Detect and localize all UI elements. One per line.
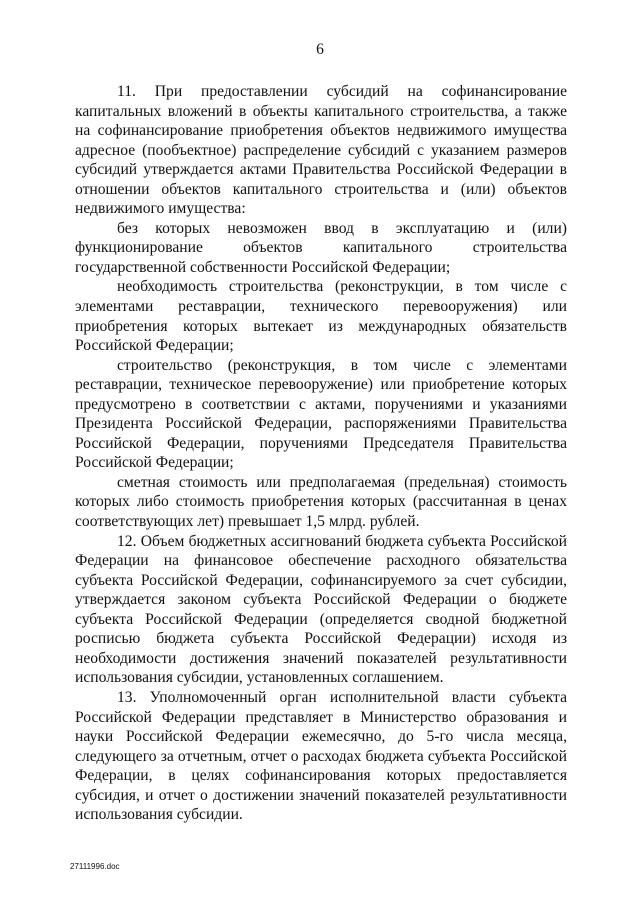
paragraph-13: 13. Уполномоченный орган исполнительной власти субъекта Российской Федерации представляет в Министерство образования и науки Российской Федерации ежемесячно, до 5-го числа месяца, следующего за отчетным, отчет о расходах бюджета субъекта Российской Федерации, в целях софинансирования которых предоставляется субсидия, и отчет о достижении значений показателей результативности использования субсидии. bbox=[75, 688, 567, 824]
list-item-3: строительство (реконструкция, в том числе с элементами реставрации, техническое перевооружение) или приобретение которых предусмотрено в соответствии с актами, поручениями и указаниями Президента Российской Федерации, распоряжениями Правительства Российской Федерации, поручениями Председателя Правительства Российской Федерации; bbox=[75, 356, 567, 472]
paragraph-11: 11. При предоставлении субсидий на софинансирование капитальных вложений в объекты капитального строительства, а также на софинансирование приобретения объектов недвижимого имущества адресное (пообъектное) распределение субсидий с указанием размеров субсидий утверждается актами Правительства Российской Федерации в отношении объектов капитального строительства и (или) объектов недвижимого имущества: bbox=[75, 83, 567, 218]
page-number: 6 bbox=[316, 41, 324, 58]
list-item-4: сметная стоимость или предполагаемая (предельная) стоимость которых либо стоимость приобретения которых (рассчитанная в ценах соответствующих лет) превышает 1,5 млрд. рублей. bbox=[75, 473, 567, 531]
file-name-footer: 27111996.doc bbox=[70, 862, 120, 871]
document-body bbox=[75, 82, 567, 825]
list-item-1: без которых невозможен ввод в эксплуатацию и (или) функционирование объектов капитального строительства государственной собственности Российской Федерации; bbox=[75, 219, 567, 276]
list-item-2: необходимость строительства (реконструкции, в том числе с элементами реставрации, технического перевооружения) или приобретения которых вытекает из международных обязательств Российской Федерации; bbox=[75, 278, 567, 355]
paragraph-12: 12. Объем бюджетных ассигнований бюджета субъекта Российской Федерации на финансовое обеспечение расходного обязательства субъекта Российской Федерации, софинансируемого за счет субсидии, утверждается законом субъекта Российской Федерации о бюджете субъекта Российской Федерации (определяется сводной бюджетной росписью бюджета субъекта Российской Федерации) исходя из необходимости достижения значений показателей результативности использования субсидии, установленных соглашением. bbox=[75, 532, 567, 687]
